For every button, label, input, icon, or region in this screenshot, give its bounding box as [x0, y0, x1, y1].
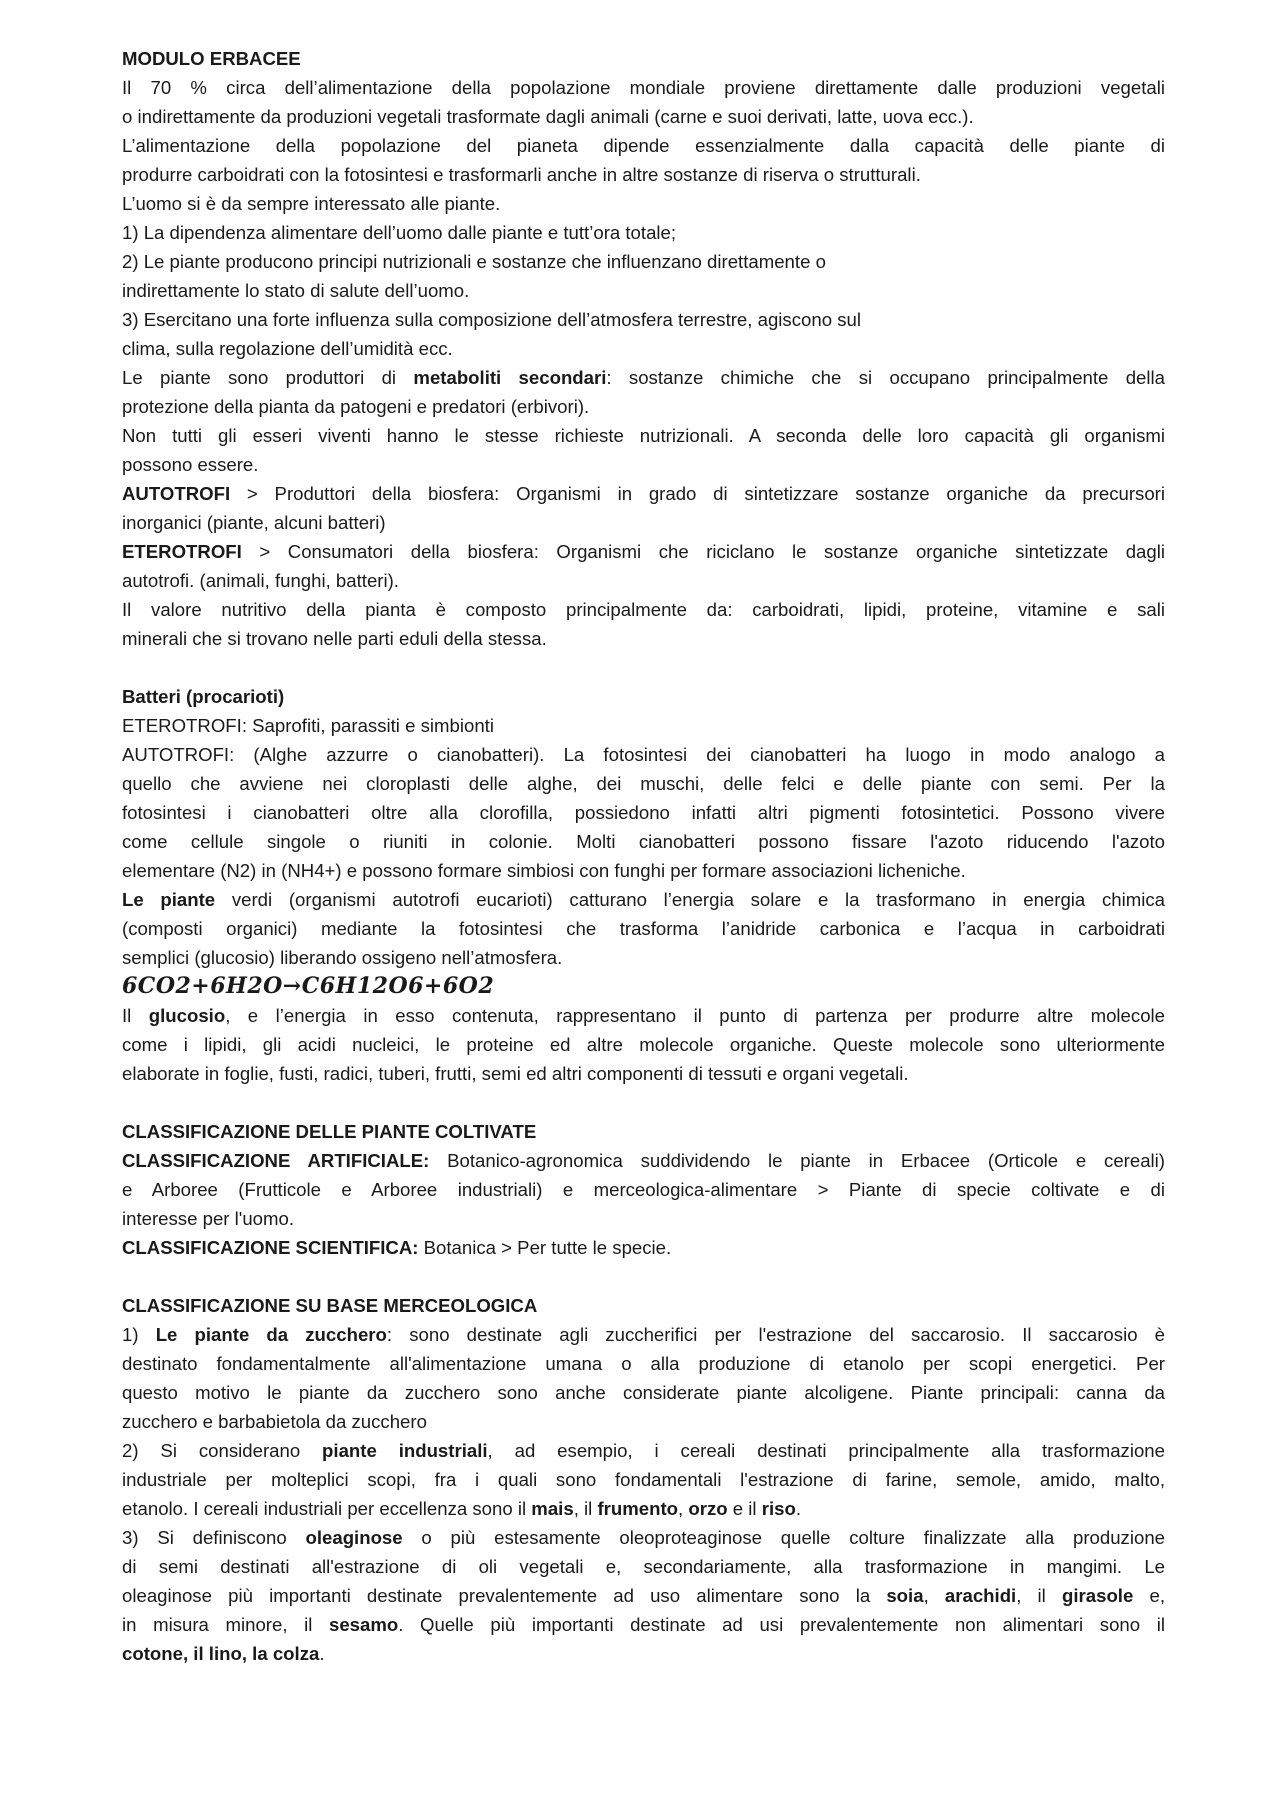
classificazione-scientifica: CLASSIFICAZIONE SCIENTIFICA: Botanica > Per tutte le specie. [122, 1237, 672, 1258]
eterotrofi-line-1: ETEROTROFI > Consumatori della biosfera: Organismi che riciclano le sostanze organiche sintetizzate dagli [122, 541, 1165, 562]
intro-line-1: Il 70 % circa dell’alimentazione della popolazione mondiale proviene direttamente dalle produzioni vegetali [122, 77, 1165, 98]
piante-line-1: Le piante verdi (organismi autotrofi eucarioti) catturano l’energia solare e la trasformano in energia chimica [122, 889, 1165, 910]
valore-line-1: Il valore nutritivo della pianta è composto principalmente da: carboidrati, lipidi, proteine, vitamine e sali [122, 599, 1165, 620]
piante-line-3: semplici (glucosio) liberando ossigeno nell’atmosfera. [122, 947, 563, 968]
oleaginose-line-2: di semi destinati all'estrazione di oli vegetali e, secondariamente, alla trasformazione in mangimi. Le [122, 1556, 1165, 1577]
intro-paragraph [122, 73, 1165, 363]
classificazione-artificiale-line-3: interesse per l'uomo. [122, 1208, 295, 1229]
glucosio-line-1: Il glucosio, e l’energia in esso contenuta, rappresentano il punto di partenza per produrre altre molecole [122, 1005, 1166, 1026]
industriali-line-3: etanolo. I cereali industriali per eccellenza sono il mais, il frumento, orzo e il riso. [122, 1498, 802, 1519]
batteri-eterotrofi: ETEROTROFI: Saprofiti, parassiti e simbionti [122, 715, 494, 736]
autotrofi-line-2: inorganici (piante, alcuni batteri) [122, 512, 386, 533]
zucchero-line-3: questo motivo le piante da zucchero sono anche considerate piante alcoligene. Piante principali: canna da [122, 1382, 1165, 1403]
spacer [122, 1088, 1165, 1117]
metaboliti-line-2: protezione della pianta da patogeni e predatori (erbivori). [122, 396, 590, 417]
document-title: MODULO ERBACEE [122, 48, 301, 69]
intro-line-10: clima, sulla regolazione dell’umidità ecc. [122, 338, 453, 359]
classificazione-artificiale-line-1: CLASSIFICAZIONE ARTIFICIALE: Botanico-agronomica suddividendo le piante in Erbacee (Orticole e cereali) [122, 1150, 1166, 1171]
intro-line-5: L’uomo si è da sempre interessato alle piante. [122, 193, 501, 214]
intro-line-3: L’alimentazione della popolazione del pianeta dipende essenzialmente dalla capacità delle piante di [122, 135, 1165, 156]
spacer [122, 653, 1165, 682]
oleaginose-line-4: in misura minore, il sesamo. Quelle più importanti destinate ad usi prevalentemente non alimentari sono il [122, 1614, 1165, 1635]
batteri-autotrofi-line-1: AUTOTROFI: (Alghe azzurre o cianobatteri). La fotosintesi dei cianobatteri ha luogo in modo analogo a [122, 744, 1165, 765]
eterotrofi-line-2: autotrofi. (animali, funghi, batteri). [122, 570, 399, 591]
batteri-autotrofi-line-4: come cellule singole o riuniti in colonie. Molti cianobatteri possono fissare l'azoto riducendo l'azoto [122, 831, 1165, 852]
photosynthesis-formula: 6CO2+6H2O→C6H12O6+6O2 [122, 973, 495, 999]
document-page [122, 44, 1165, 1668]
batteri-heading: Batteri (procarioti) [122, 686, 285, 707]
batteri-autotrofi-line-3: fotosintesi i cianobatteri oltre alla clorofilla, possiedono infatti altri pigmenti fotosintetici. Possono vivere [122, 802, 1165, 823]
autotrofi-line-1: AUTOTROFI > Produttori della biosfera: Organismi in grado di sintetizzare sostanze organiche da precursori [122, 483, 1165, 504]
zucchero-line-1: 1) Le piante da zucchero: sono destinate agli zuccherifici per l'estrazione del saccarosio. Il saccarosio è [122, 1324, 1166, 1345]
glucosio-line-2: come i lipidi, gli acidi nucleici, le proteine ed altre molecole organiche. Queste molecole sono ulteriormente [122, 1034, 1165, 1055]
intro-line-4: produrre carboidrati con la fotosintesi e trasformarli anche in altre sostanze di riserva o strutturali. [122, 164, 921, 185]
oleaginose-line-1: 3) Si definiscono oleaginose o più estesamente oleoproteaginose quelle colture finalizzate alla produzione [122, 1527, 1165, 1548]
intro-line-9: 3) Esercitano una forte influenza sulla composizione dell’atmosfera terrestre, agiscono sul [122, 309, 861, 330]
classificazione-heading: CLASSIFICAZIONE DELLE PIANTE COLTIVATE [122, 1121, 537, 1142]
intro-line-2: o indirettamente da produzioni vegetali trasformate dagli animali (carne e suoi derivati, latte, uova ecc.). [122, 106, 974, 127]
classificazione-artificiale-line-2: e Arboree (Frutticole e Arboree industriali) e merceologica-alimentare > Piante di specie coltivate e di [122, 1179, 1165, 1200]
intro-line-8: indirettamente lo stato di salute dell’uomo. [122, 280, 470, 301]
valore-paragraph [122, 595, 1165, 653]
merceologica-heading: CLASSIFICAZIONE SU BASE MERCEOLOGICA [122, 1295, 538, 1316]
industriali-line-1: 2) Si considerano piante industriali, ad esempio, i cereali destinati principalmente alla trasformazione [122, 1440, 1165, 1461]
intro-line-7: 2) Le piante producono principi nutrizionali e sostanze che influenzano direttamente o [122, 251, 826, 272]
batteri-autotrofi-line-5: elementare (N2) in (NH4+) e possono formare simbiosi con funghi per formare associazioni licheniche. [122, 860, 966, 881]
piante-line-2: (composti organici) mediante la fotosintesi che trasforma l’anidride carbonica e l’acqua in carboidrati [122, 918, 1165, 939]
batteri-autotrofi-line-2: quello che avviene nei cloroplasti delle alghe, dei muschi, delle felci e delle piante con semi. Per la [122, 773, 1165, 794]
metaboliti-line-1: Le piante sono produttori di metaboliti secondari: sostanze chimiche che si occupano principalmente della [122, 367, 1166, 388]
nutrizione-line-1: Non tutti gli esseri viventi hanno le stesse richieste nutrizionali. A seconda delle loro capacità gli organismi [122, 425, 1165, 446]
oleaginose-line-3: oleaginose più importanti destinate prevalentemente ad uso alimentare sono la soia, arachidi, il girasole e, [122, 1585, 1165, 1606]
zucchero-line-2: destinato fondamentalmente all'alimentazione umana o alla produzione di etanolo per scopi energetici. Per [122, 1353, 1165, 1374]
batteri-autotrofi-paragraph [122, 740, 1165, 885]
spacer [122, 1262, 1165, 1291]
nutrizione-paragraph [122, 421, 1165, 479]
intro-line-6: 1) La dipendenza alimentare dell’uomo dalle piante e tutt’ora totale; [122, 222, 677, 243]
valore-line-2: minerali che si trovano nelle parti eduli della stessa. [122, 628, 547, 649]
zucchero-line-4: zucchero e barbabietola da zucchero [122, 1411, 427, 1432]
nutrizione-line-2: possono essere. [122, 454, 259, 475]
industriali-line-2: industriale per molteplici scopi, fra i quali sono fondamentali l'estrazione di farine, semole, amido, malto, [122, 1469, 1165, 1490]
oleaginose-line-5: cotone, il lino, la colza. [122, 1643, 325, 1664]
glucosio-line-3: elaborate in foglie, fusti, radici, tuberi, frutti, semi ed altri componenti di tessuti e organi vegetali. [122, 1063, 909, 1084]
